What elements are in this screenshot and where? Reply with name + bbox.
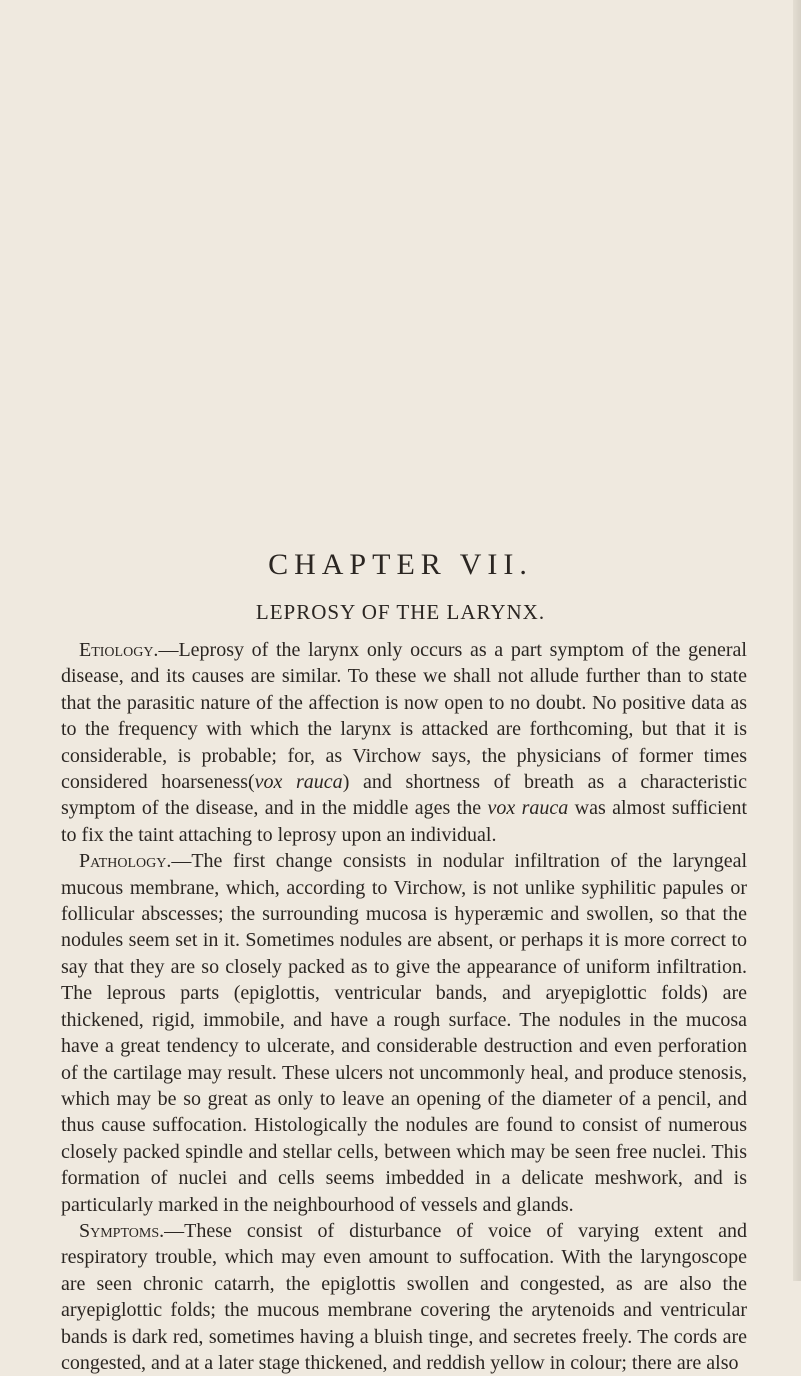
latin-term: vox rauca (487, 797, 569, 820)
chapter-heading: CHAPTER VII. (268, 548, 533, 581)
paragraph-text: The first change consists in nodular infiltration of the laryngeal mucous membrane, which, according to Virchow, is not unlike syphilitic papules or follicular abscesses; the surrounding mucosa is hyperæmic and swollen, so that the nodules seem set in it. Sometimes nodules are absent, or perhaps it is more correct to say that they are so closely packed as to give the appearance of uniform infiltration. The leprous parts (epiglottis, ventricular bands, and aryepiglottic folds) are thickened, rigid, immobile, and have a rough surface. The nodules in the mucosa have a great tendency to ulcerate, and considerable destruction and even perforation of the cartilage may result. These ulcers not uncommonly heal, and produce stenosis, which may be so great as only to leave an opening of the diameter of a pencil, and thus cause suffocation. Histologically the nodules are found to consist of numerous closely packed spindle and stellar cells, between which may be seen free nuclei. This formation of nuclei and cells seems imbedded in a delicate meshwork, and is particularly marked in the neighbourhood of vessels and glands. (61, 850, 747, 1216)
section-heading-pathology: Pathology. (79, 850, 172, 873)
paragraph-etiology (61, 637, 747, 848)
paragraph-text: was almost sufficient to fix the taint attaching to leprosy upon an individual. (61, 797, 747, 846)
chapter-title: LEPROSY OF THE LARYNX. (255, 600, 546, 624)
section-heading-etiology: Etiology. (79, 639, 159, 661)
dash: — (158, 639, 179, 661)
body-text (61, 637, 747, 1376)
paragraph-text: Leprosy of the larynx only occurs as a part symptom of the general disease, and its causes are similar. To these we shall not allude further than to state that the parasitic nature of the affection is now open to no doubt. No positive data as to the frequency with which the larynx is attacked are forthcoming, but that it is considerable, is probable; for, as Virchow says, the physicians of former times considered hoarseness (61, 639, 747, 794)
dash: — (164, 1219, 185, 1242)
paragraph-text: ) and shortness of breath as a characteristic symptom of the disease, and in the middle ages the (61, 771, 747, 820)
page-edge (793, 0, 801, 1281)
paragraph-text: These consist of disturbance of voice of varying extent and respiratory trouble, which may even amount to suffocation. With the laryngoscope are seen chronic catarrh, the epiglottis swollen and congested, as are also the aryepiglottic folds; the mucous membrane covering the arytenoids and ventricular bands is dark red, sometimes having a bluish tinge, and secretes freely. The cords are congested, and at a later stage thickened, and reddish yellow in colour; there are also (61, 1219, 747, 1374)
paragraph-symptoms (61, 1218, 747, 1376)
latin-term: vox rauca (254, 771, 343, 794)
section-heading-symptoms: Symptoms. (79, 1219, 165, 1242)
dash: — (171, 850, 192, 873)
paren-open: ( (247, 771, 255, 794)
paragraph-pathology (61, 848, 747, 1218)
